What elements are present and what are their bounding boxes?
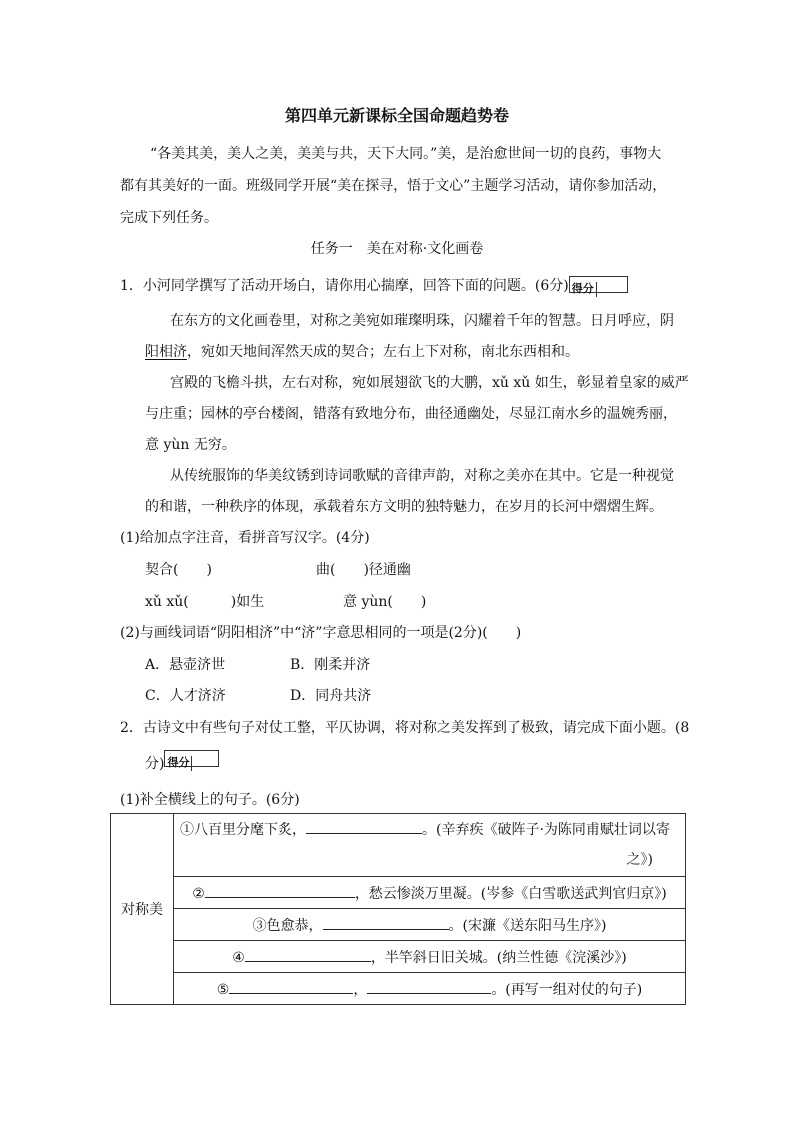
q1-sub1-item-2[interactable]: 曲( )径通幽 xyxy=(316,562,411,578)
option-d[interactable]: D．同舟共济 xyxy=(290,688,372,704)
row3-post: 。(宋濂《送东阳马生序》) xyxy=(448,917,607,934)
intro-line-1: “各美其美，美人之美，美美与共，天下大同。”美，是治愈世间一切的良药，事物大 xyxy=(150,146,662,162)
table-side-label: 对称美 xyxy=(111,814,174,1005)
q1-para1-rest: ，宛如天地间浑然天成的契合；左右上下对称，南北东西相和。 xyxy=(187,344,579,360)
q1-para2-line3: 意 yùn 无穷。 xyxy=(145,437,236,453)
q1-para1-line2 xyxy=(145,342,579,362)
row5-pre: ⑤ xyxy=(216,981,230,998)
q2-stem-row2 xyxy=(145,754,219,774)
q1-sub1-item-1[interactable]: 契合( ) xyxy=(145,562,212,578)
score-label: 得分 xyxy=(570,282,597,297)
q1-para3-line2: 的和谐，一种秩序的体现，承载着东方文明的独特魅力，在岁月的长河中熠熠生辉。 xyxy=(145,499,663,515)
table-row-2 xyxy=(174,877,686,909)
row3-blank[interactable] xyxy=(323,915,449,930)
page-title: 第四单元新课标全国命题趋势卷 xyxy=(284,106,509,125)
row1-cont: 之》) xyxy=(626,852,653,868)
q1-sub1-item-4[interactable]: 意 yùn( ) xyxy=(343,594,427,610)
row2-pre: ② xyxy=(192,885,205,902)
row1-pre: ①八百里分麾下炙， xyxy=(180,822,306,838)
row4-blank[interactable] xyxy=(245,947,371,962)
task-heading: 任务一 美在对称·文化画卷 xyxy=(310,241,484,257)
underlined-term: 阳相济 xyxy=(145,344,187,360)
row3-pre: ③色愈恭， xyxy=(252,917,323,934)
score-box[interactable] xyxy=(569,276,628,293)
q1-sub1: (1)给加点字注音，看拼音写汉字。(4分) xyxy=(120,530,370,546)
poem-fill-table xyxy=(110,813,686,1005)
option-c[interactable]: C．人才济济 xyxy=(145,688,226,704)
q1-stem-row xyxy=(120,276,628,296)
intro-line-2: 都有其美好的一面。班级同学开展“美在探寻，悟于文心”主题学习活动，请你参加活动， xyxy=(120,178,667,194)
q2-sub1: (1)补全横线上的句子。(6分) xyxy=(120,792,300,808)
row2-blank[interactable] xyxy=(205,883,355,898)
row5-blank-2[interactable] xyxy=(367,979,491,994)
score-blank[interactable] xyxy=(597,277,627,292)
table-row-4 xyxy=(174,941,686,973)
score-blank-2[interactable] xyxy=(192,751,218,766)
q1-para1-line1: 在东方的文化画卷里，对称之美宛如璀璨明珠，闪耀着千年的智慧。日月呼应，阴 xyxy=(170,313,674,329)
intro-line-3: 完成下列任务。 xyxy=(120,210,218,226)
q1-para3-line1: 从传统服饰的华美纹锈到诗词歌赋的音律声韵，对称之美亦在其中。它是一种视觉 xyxy=(170,468,674,484)
q1-para2-line1: 宫殿的飞檐斗拱，左右对称，宛如展翅欲飞的大鹏，xǔ xǔ 如生，彰显着皇家的威严 xyxy=(170,375,689,391)
table-row-3 xyxy=(174,909,686,941)
table-row-5 xyxy=(174,973,686,1005)
table-row-1 xyxy=(174,814,686,877)
row5-blank-1[interactable] xyxy=(229,979,353,994)
q2-stem-line1: 2．古诗文中有些句子对仗工整，平仄协调，将对称之美发挥到了极致，请完成下面小题。(8 xyxy=(120,720,690,736)
score-label-2: 得分 xyxy=(165,756,192,771)
q2-stem-line2: 分) xyxy=(145,756,165,772)
q1-sub1-item-3[interactable]: xǔ xǔ( )如生 xyxy=(145,594,265,610)
row1-blank[interactable] xyxy=(306,819,422,834)
row4-post: ，半竿斜日旧关城。(纳兰性德《浣溪沙》) xyxy=(370,949,627,966)
q1-stem: 1．小河同学撰写了活动开场白，请你用心揣摩，回答下面的问题。(6分) xyxy=(120,278,569,294)
row1-post: 。(辛弃疾《破阵子·为陈同甫赋壮词以寄 xyxy=(422,822,670,838)
row4-pre: ④ xyxy=(232,949,245,966)
score-box-2[interactable] xyxy=(164,750,219,767)
option-b[interactable]: B．刚柔并济 xyxy=(290,657,371,673)
q1-sub2: (2)与画线词语“阴阳相济”中“济”字意思相同的一项是(2分)( ) xyxy=(120,625,522,641)
row2-post: ，愁云惨淡万里凝。(岑参《白雪歌送武判官归京》) xyxy=(354,885,667,902)
q1-para2-line2: 与庄重；园林的亭台楼阁，错落有致地分布，曲径通幽处，尽显江南水乡的温婉秀丽， xyxy=(145,406,677,422)
option-a[interactable]: A．悬壶济世 xyxy=(145,657,226,673)
row5-mid: ， xyxy=(353,981,368,998)
row5-post: 。(再写一组对仗的句子) xyxy=(491,981,643,998)
